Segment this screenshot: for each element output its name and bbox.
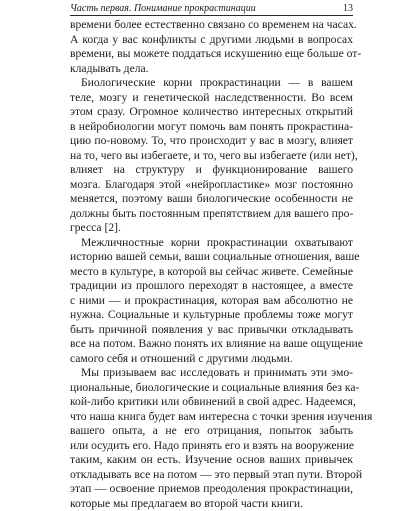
- text-line: что наша книга будет вам интересна с точки зрения изучения: [70, 410, 353, 425]
- text-line: кой-либо критики или обвинений в свой адрес. Надеемся,: [70, 395, 353, 410]
- text-line: с ними — и прокрастинация, которая вам абсолютно не: [70, 294, 353, 309]
- text-line: в нейробиологии могут помочь вам понять прокрастина-: [70, 120, 353, 135]
- text-line: мозга. Благодаря этой «нейропластике» мозг постоянно: [70, 178, 353, 193]
- text-line: Мы призываем вас исследовать и принимать эти эмо-: [70, 366, 353, 381]
- text-line: быть причиной появления у вас привычки откладывать: [70, 323, 353, 338]
- text-line: кладывать дела.: [70, 62, 353, 77]
- text-line: историю вашей семьи, ваши социальные отношения, ваше: [70, 250, 353, 265]
- text-line: цию по-новому. То, что происходит у вас в мозгу, влияет: [70, 134, 353, 149]
- text-line: Биологические корни прокрастинации — в вашем: [70, 76, 353, 91]
- text-line: которые мы предлагаем во второй части книги.: [70, 497, 353, 511]
- text-line: на то, чего вы избегаете, и то, чего вы избегаете (или нет),: [70, 149, 353, 164]
- text-line: влияет на структуру и функционирование вашего: [70, 163, 353, 178]
- text-line: нужна. Социальные и культурные проблемы тоже могут: [70, 308, 353, 323]
- text-line: откладывать все на потом — это первый этап пути. Второй: [70, 468, 353, 483]
- text-line: традиции из прошлого переходят в настоящее, а вместе: [70, 279, 353, 294]
- text-line: все на потом. Важно понять их влияние на ваше ощущение: [70, 337, 353, 352]
- paragraph: [70, 18, 353, 76]
- page-body: [70, 18, 353, 511]
- running-head: Часть первая. Понимание прокрастинации: [70, 2, 256, 15]
- text-line: должны быть постоянным препятствием для вашего про-: [70, 207, 353, 222]
- text-line: времени, вы можете поддаться искушению еще больше от-: [70, 47, 353, 62]
- text-line: место в культуре, в которой вы сейчас живете. Семейные: [70, 265, 353, 280]
- text-line: меняется, поэтому ваши биологические особенности не: [70, 192, 353, 207]
- text-line: А когда у вас конфликты с другими людьми в вопросах: [70, 33, 353, 48]
- paragraph: [70, 366, 353, 511]
- text-line: вашего опыта, а не его отрицания, попыток забыть: [70, 424, 353, 439]
- text-line: таким, каким он есть. Изучение основ ваших привычек: [70, 453, 353, 468]
- text-line: самого себя и отношений с другими людьми.: [70, 352, 353, 367]
- text-line: циональные, биологические и социальные влияния без ка-: [70, 381, 353, 396]
- page-number: 13: [343, 2, 353, 15]
- paragraph: [70, 76, 353, 236]
- text-line: теле, мозгу и генетической наследственности. Во всем: [70, 91, 353, 106]
- text-line: этап — освоение приемов преодоления прокрастинации,: [70, 482, 353, 497]
- header-rule: [70, 15, 353, 16]
- text-line: времени более естественно связано со временем на часах.: [70, 18, 353, 33]
- paragraph: [70, 236, 353, 367]
- text-line: Межличностные корни прокрастинации охватывают: [70, 236, 353, 251]
- page-header: [70, 2, 353, 16]
- text-line: гресса [2].: [70, 221, 353, 236]
- text-line: или осудить его. Надо принять его и взять на вооружение: [70, 439, 353, 454]
- text-line: этом сразу. Огромное количество интересных открытий: [70, 105, 353, 120]
